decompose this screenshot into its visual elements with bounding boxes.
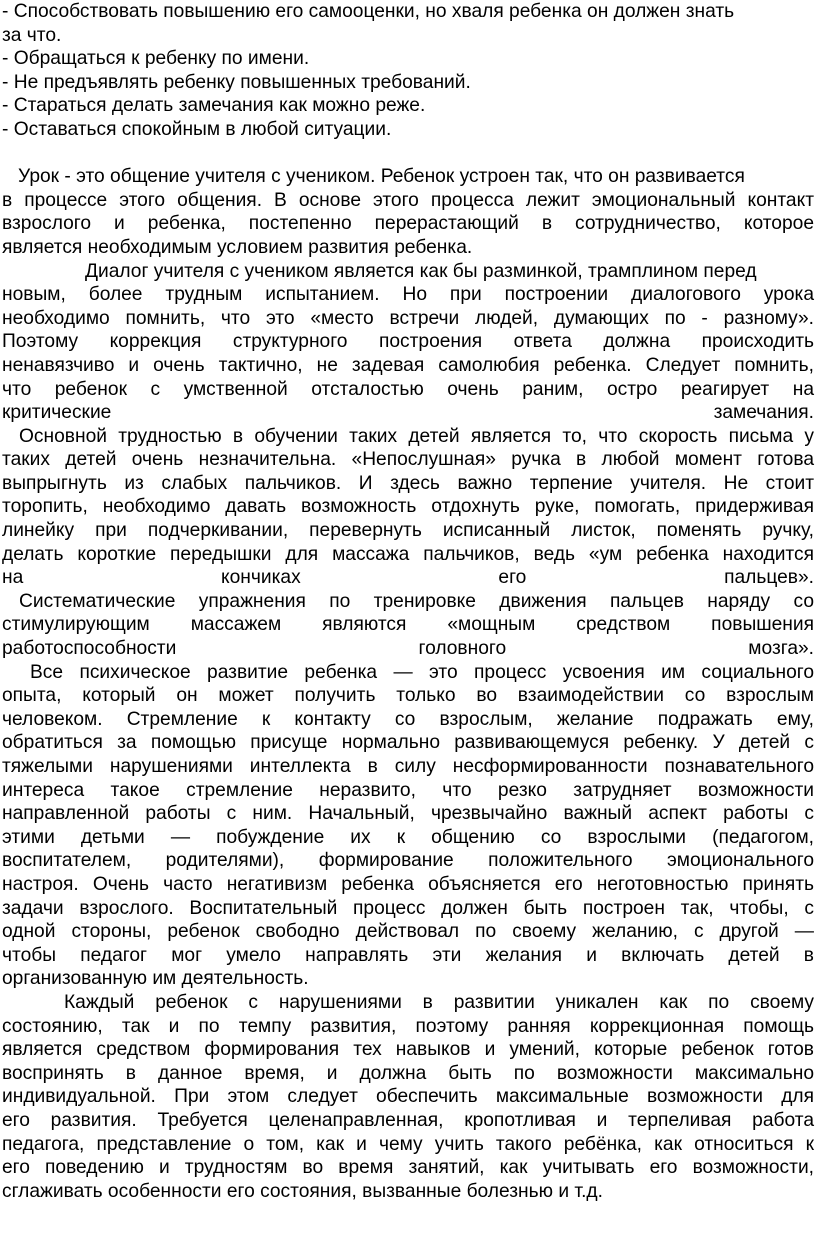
- list-item: - Оставаться спокойным в любой ситуации.: [2, 118, 392, 140]
- text-line: в процессе этого общения. В основе этого процесса лежит эмоциональный контакт: [2, 189, 814, 211]
- text-line: человеком. Стремление к контакту со взрослым, желание подражать ему,: [2, 708, 814, 730]
- text-line: таких детей очень незначительна. «Непослушная» ручка в любой момент готова: [2, 449, 814, 471]
- text-line: Каждый ребенок с нарушениями в развитии уникален как по своему: [64, 991, 814, 1013]
- text-line: Основной трудностью в обучении таких детей является то, что скорость письма у: [19, 425, 814, 447]
- text-line: Диалог учителя с учеником является как бы разминкой, трамплином перед: [85, 260, 757, 282]
- text-line: чтобы педагог мог умело направлять эти желания и включать детей в: [2, 944, 814, 966]
- text-line: на кончиках его пальцев».: [2, 567, 814, 589]
- text-line: выпрыгнуть из слабых пальчиков. И здесь важно терпение учителя. Не стоит: [2, 472, 814, 494]
- text-line: работоспособности головного мозга».: [2, 638, 814, 660]
- text-line: ненавязчиво и очень тактично, не задевая самолюбия ребенка. Следует помнить,: [2, 354, 814, 376]
- text-line: Урок - это общение учителя с учеником. Ребенок устроен так, что он развивается: [2, 166, 745, 188]
- list-item: - Не предъявлять ребенку повышенных требований.: [2, 71, 471, 93]
- paragraph-dialogue: [2, 260, 814, 425]
- text-line: новым, более трудным испытанием. Но при построении диалогового урока: [2, 284, 814, 306]
- text-line: направленной работы с ним. Начальный, чрезвычайно важный аспект работы с: [2, 803, 814, 825]
- paragraph-development: [2, 661, 814, 991]
- text-line: что ребенок с умственной отсталостью очень раним, остро реагирует на: [2, 378, 814, 400]
- paragraph-writing: [2, 425, 814, 590]
- list-item: за что.: [2, 24, 62, 46]
- text-line: тяжелыми нарушениями интеллекта в силу несформированности познавательного: [2, 756, 814, 777]
- text-line: его развития. Требуется целенаправленная, кропотливая и терпеливая работа: [2, 1109, 814, 1131]
- text-line: торопить, необходимо давать возможность отдохнуть руке, помогать, придерживая: [2, 496, 814, 518]
- text-line: необходимо помнить, что это «место встречи людей, думающих по - разному».: [2, 307, 814, 329]
- text-line: Систематические упражнения по тренировке движения пальцев наряду со: [19, 590, 814, 612]
- text-line: является средством формирования тех навыков и умений, которые ребенок готов: [2, 1039, 814, 1061]
- list-item: - Обращаться к ребенку по имени.: [2, 48, 310, 70]
- text-line: этими детьми — побуждение их к общению со взрослыми (педагогом,: [2, 826, 814, 848]
- text-line: критические замечания.: [2, 402, 814, 424]
- text-line: воспитателем, родителями), формирование положительного эмоционального: [2, 850, 814, 872]
- text-line: обратиться за помощью присуще нормально развивающемуся ребенку. У детей с: [2, 732, 814, 754]
- text-line: организованную им деятельность.: [2, 968, 309, 990]
- list-item: - Способствовать повышению его самооценки, но хваля ребенка он должен знать: [2, 1, 735, 22]
- text-line: индивидуальной. При этом следует обеспечить максимальные возможности для: [2, 1086, 814, 1108]
- text-line: настроя. Очень часто негативизм ребенка объясняется его неготовностью принять: [2, 873, 814, 895]
- text-line: опыта, который он может получить только во взаимодействии со взрослым: [2, 685, 814, 707]
- text-line: Все психическое развитие ребенка — это процесс усвоения им социального: [30, 661, 814, 683]
- text-line: Поэтому коррекция структурного построения ответа должна происходить: [2, 331, 814, 353]
- text-line: является необходимым условием развития ребенка.: [2, 236, 473, 258]
- text-line: взрослого и ребенка, постепенно перерастающий в сотрудничество, которое: [2, 213, 814, 235]
- text-line: одной стороны, ребенок свободно действовал по своему желанию, с другой —: [2, 921, 814, 943]
- paragraph-lesson: [2, 165, 814, 259]
- spacer: [2, 142, 814, 166]
- list-item: - Стараться делать замечания как можно реже.: [2, 95, 426, 117]
- paragraph-exercises: [2, 590, 814, 661]
- text-line: стимулирующим массажем являются «мощным средством повышения: [2, 614, 814, 636]
- text-line: задачи взрослого. Воспитательный процесс должен быть построен так, чтобы, с: [2, 897, 814, 919]
- text-line: его поведению и трудностям во время занятий, как учитывать его возможности,: [2, 1157, 814, 1179]
- text-line: воспринять в данное время, и должна быть по возможности максимально: [2, 1062, 814, 1084]
- text-line: интереса такое стремление неразвито, что резко затрудняет возможности: [2, 779, 814, 801]
- recommendations-list: [2, 0, 814, 142]
- text-line: линейку при подчеркивании, перевернуть исписанный листок, поменять ручку,: [2, 520, 814, 542]
- text-line: сглаживать особенности его состояния, вызванные болезнью и т.д.: [2, 1180, 603, 1202]
- text-line: состоянию, так и по темпу развития, поэтому ранняя коррекционная помощь: [2, 1015, 814, 1037]
- text-line: делать короткие передышки для массажа пальчиков, ведь «ум ребенка находится: [2, 543, 814, 565]
- paragraph-individual: [2, 991, 814, 1203]
- text-line: педагога, представление о том, как и чему учить такого ребёнка, как относиться к: [2, 1133, 814, 1155]
